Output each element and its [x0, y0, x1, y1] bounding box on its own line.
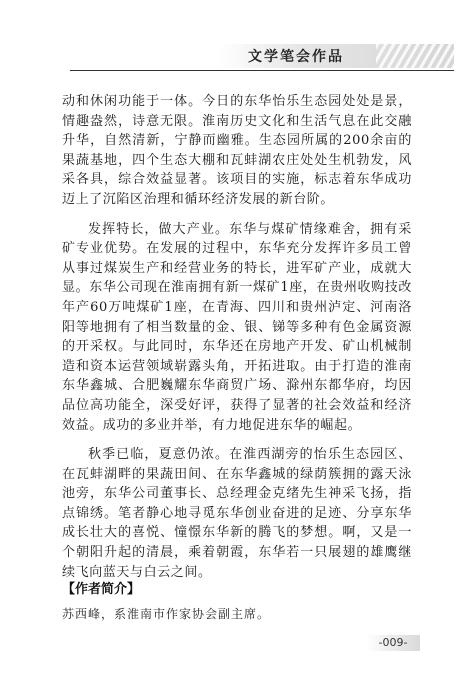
section-title: 文学笔会作品 [248, 49, 344, 65]
paragraph-continued: 动和休闲功能于一体。今日的东华怡乐生态园处处是景，情趣盎然，诗意无限。淮南历史文化和生活气息在此交融升华，自然清新，宁静而幽雅。生态园所属的200余亩的果蔬基地，四个生态大棚和瓦蚌湖农庄处处生机勃发，风采各具，综合效益显著。该项目的实施，标志着东华成功迈上了沉陷区治理和循环经济发展的新台阶。 [62, 94, 412, 207]
paragraph: 秋季已临，夏意仍浓。在淮西湖旁的怡乐生态园区、在瓦蚌湖畔的果蔬田间、在东华鑫城的绿荫簇拥的露天泳池旁，东华公司董事长、总经理金克绪先生神采飞扬，指点锦绣。笔者静心地寻觅东华创业奋进的足迹、分享东华成长壮大的喜悦、憧憬东华新的腾飞的梦想。啊，又是一个朝阳升起的清晨，乘着朝霞，东华若一只展翅的雄鹰继续飞向蓝天与白云之间。 [62, 447, 412, 580]
author-heading: 【作者简介】 [62, 582, 141, 597]
page-header [0, 40, 467, 76]
header-divider [70, 70, 454, 71]
page-number: -009- [366, 635, 420, 651]
author-bio: 苏西峰，系淮南市作家协会副主席。 [62, 607, 271, 621]
article-body [62, 92, 412, 592]
author-intro [62, 578, 412, 622]
paragraph: 发挥特长，做大产业。东华与煤矿情缘难舍，拥有采矿专业优势。在发展的过程中，东华充分发挥许多员工曾从事过煤炭生产和经营业务的特长，进军矿产业，成就大显。东华公司现在淮南拥有新一煤矿1座，在贵州收购技改年产60万吨煤矿1座，在青海、四川和贵州泸定、河南洛阳等地拥有了相当数量的金、银、锑等多种有色金属资源的开采权。与此同时，东华还在房地产开发、矿山机械制造和资本运营领域崭露头角，开拓进取。由于打造的淮南东华鑫城、合肥巍耀东华商贸广场、滁州东都华府，均因品位高功能全，深受好评，获得了显著的社会效益和经济效益。成功的多业并举，有力地促进东华的崛起。 [62, 221, 412, 433]
header-stripe-decoration [376, 44, 454, 68]
